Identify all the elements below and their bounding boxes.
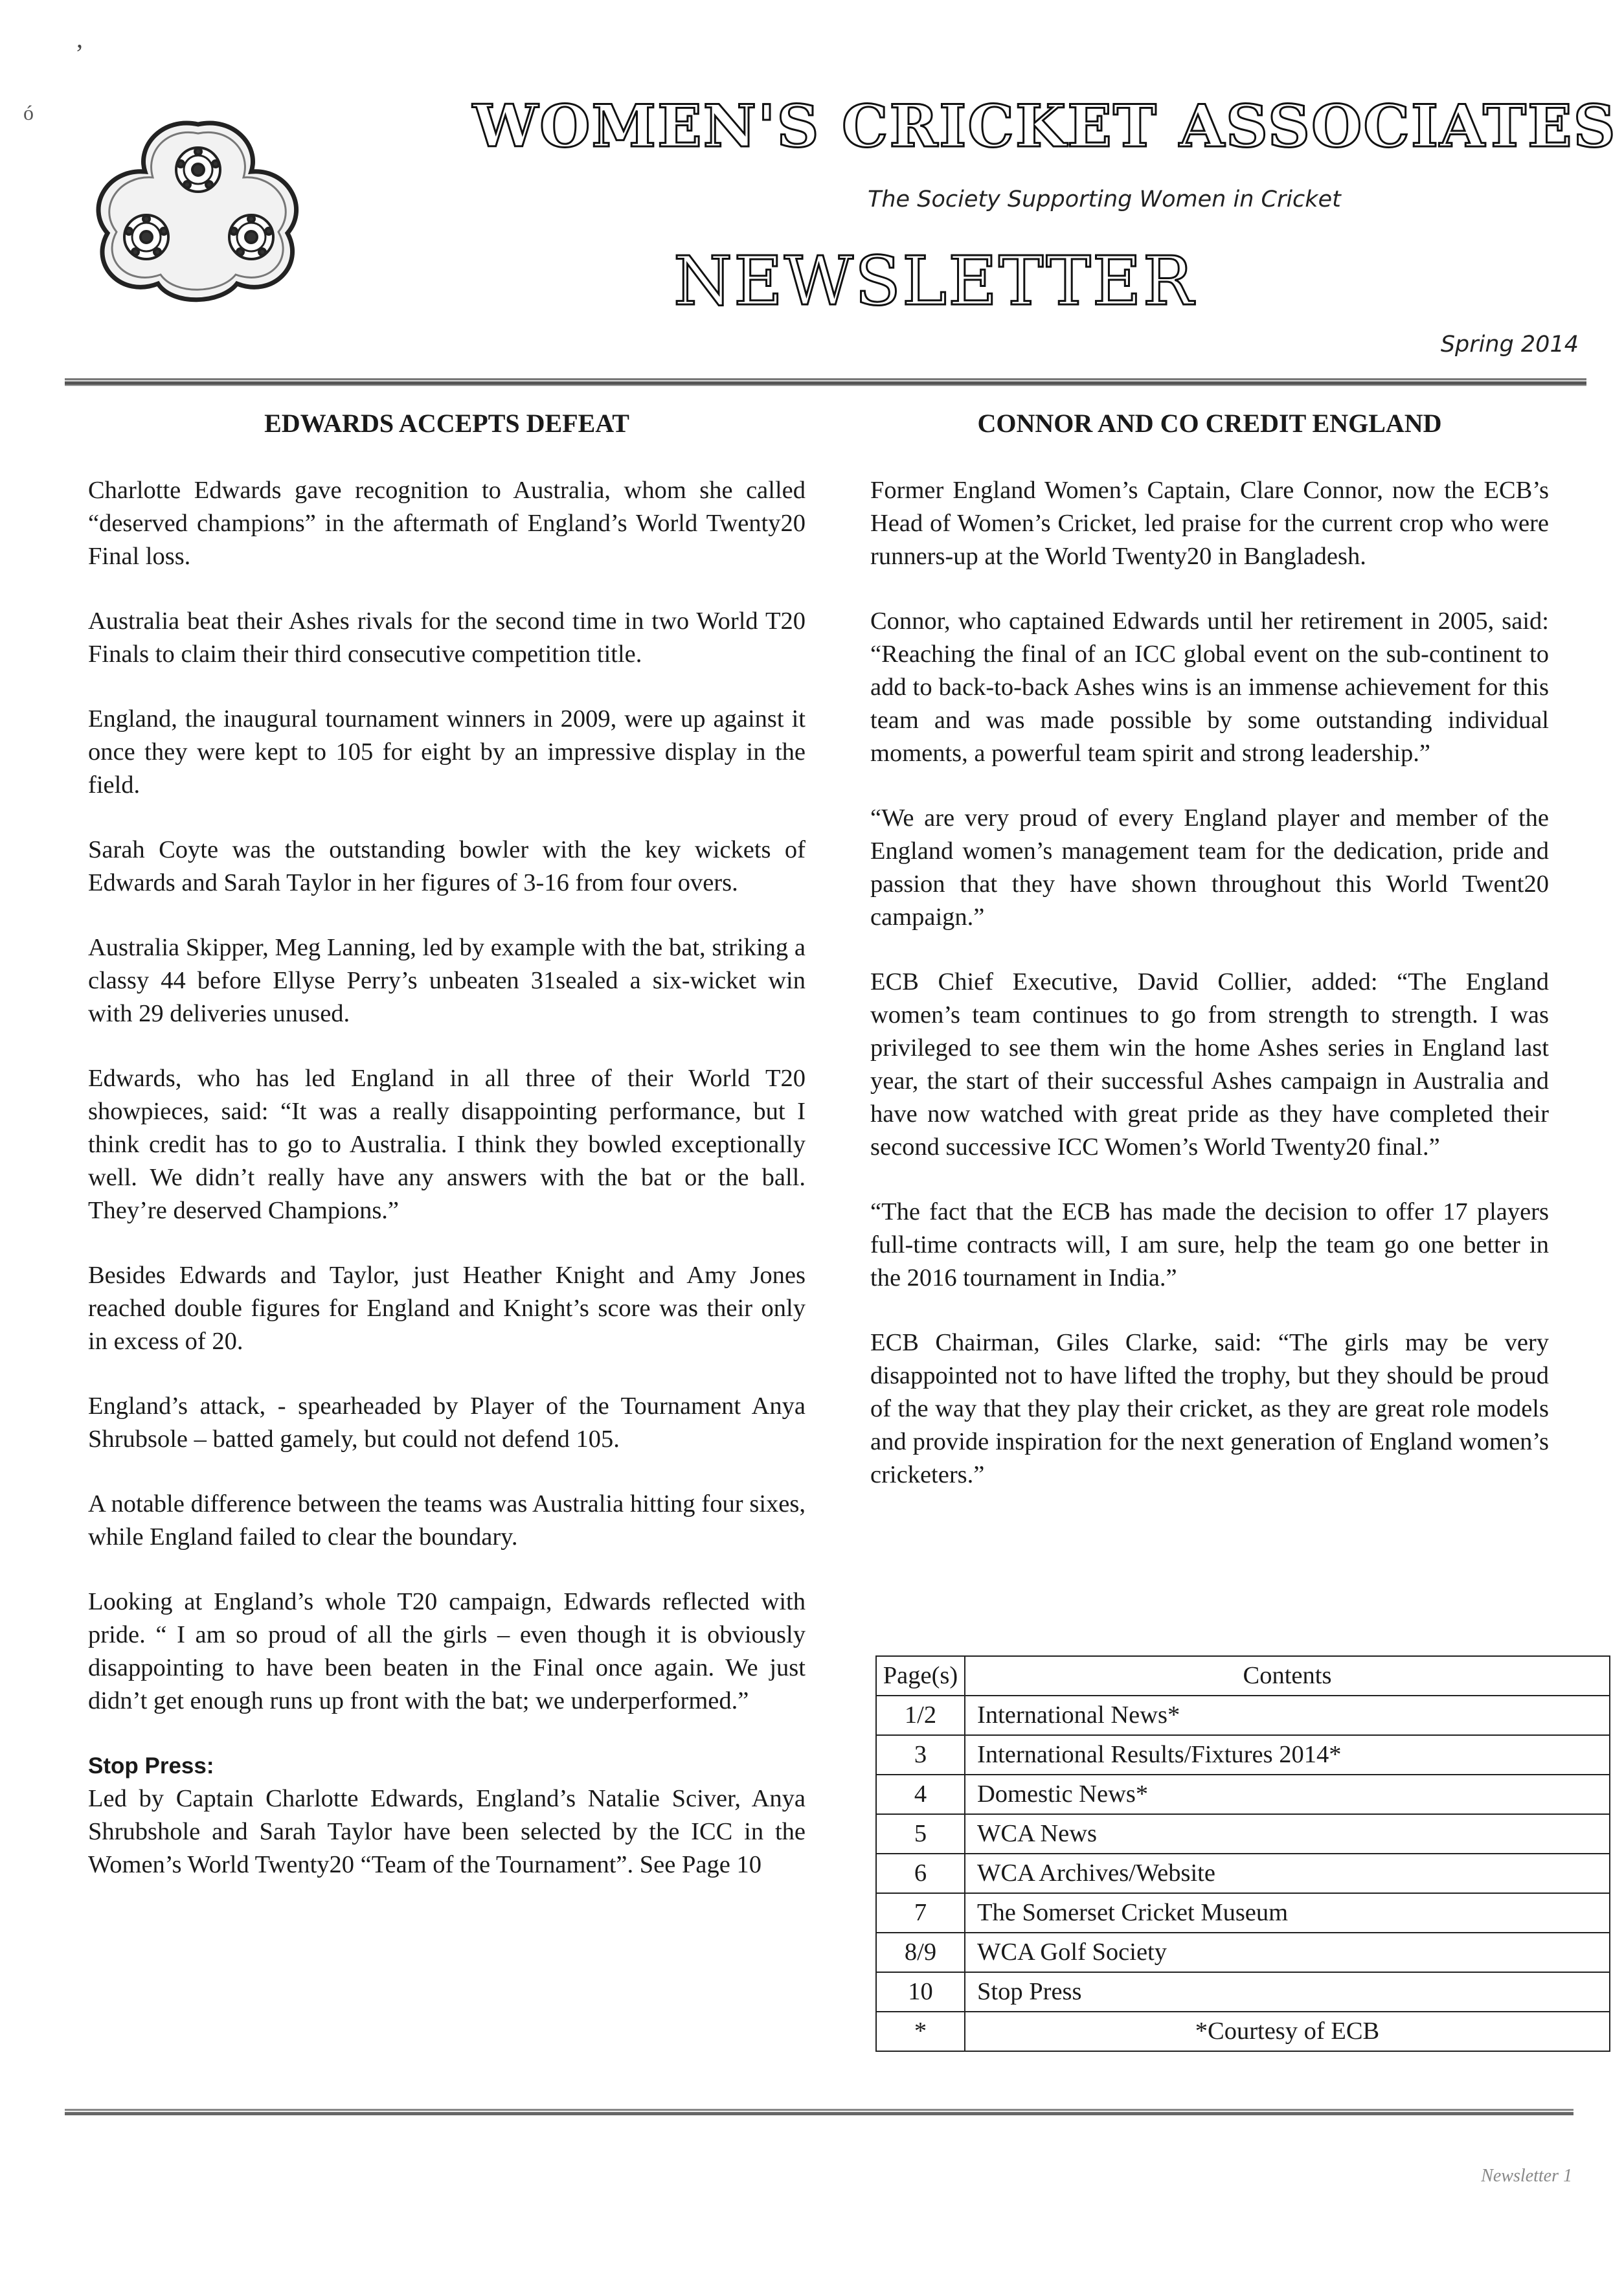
table-row	[876, 1893, 1610, 1933]
page-number: 3	[876, 1735, 965, 1775]
page-number: 8/9	[876, 1933, 965, 1972]
table-row	[876, 1933, 1610, 1972]
contents-title: WCA Archives/Website	[965, 1854, 1610, 1893]
article-paragraph: Charlotte Edwards gave recognition to Australia, whom she called “deserved champions” in the aftermath of England’s World Twenty20 Final loss.	[88, 477, 806, 570]
table-row	[876, 1775, 1610, 1814]
scan-mark: ,	[76, 24, 83, 53]
article-paragraph: ECB Chief Executive, David Collier, added: “The England women’s team continues to go from strength to strength. I was privileged to see them win the home Ashes series in England last year, the start of their successful Ashes campaign in Australia and have now watched with great pride as they have completed their second successive ICC Women’s World Twenty20 final.”	[870, 968, 1549, 1161]
page-number: 7	[876, 1893, 965, 1933]
masthead-tagline: The Society Supporting Women in Cricket	[868, 187, 1341, 212]
article-paragraph: Australia beat their Ashes rivals for the second time in two World T20 Finals to claim their third consecutive competition title.	[88, 608, 806, 668]
rose-emblem-icon	[82, 110, 315, 304]
scan-mark: ó	[23, 101, 34, 124]
stop-press-heading: Stop Press:	[88, 1753, 214, 1779]
table-row	[876, 1814, 1610, 1854]
contents-table	[875, 1655, 1610, 2052]
article-paragraph: “The fact that the ECB has made the decision to offer 17 players full-time contracts will, I am sure, help the team go one better in the 2016 tournament in India.”	[870, 1198, 1549, 1291]
table-row	[876, 2012, 1610, 2051]
right-headline: CONNOR AND CO CREDIT ENGLAND	[977, 409, 1442, 438]
pages-header: Page(s)	[876, 1656, 965, 1696]
contents-title: International Results/Fixtures 2014*	[965, 1735, 1610, 1775]
table-row	[876, 1696, 1610, 1735]
left-headline: EDWARDS ACCEPTS DEFEAT	[264, 409, 629, 438]
contents-header: Contents	[965, 1656, 1610, 1696]
contents-title: WCA News	[965, 1814, 1610, 1854]
footnote-mark: *	[876, 2012, 965, 2051]
newsletter-title: NEWSLETTER	[673, 242, 1195, 321]
article-paragraph: Besides Edwards and Taylor, just Heather Knight and Amy Jones reached double figures for England and Knight’s score was their only in excess of 20.	[88, 1262, 806, 1355]
article-paragraph: Sarah Coyte was the outstanding bowler with the key wickets of Edwards and Sarah Taylor in her figures of 3-16 from four overs.	[88, 836, 806, 896]
article-paragraph: “We are very proud of every England player and member of the England women’s management team for the dedication, pride and passion that they have shown throughout this World Twent20 campaign.”	[870, 804, 1549, 931]
article-paragraph: England’s attack, - spearheaded by Player of the Tournament Anya Shrubsole – batted gamely, but could not defend 105.	[88, 1393, 806, 1453]
table-header-row	[876, 1656, 1610, 1696]
article-paragraph: England, the inaugural tournament winners in 2009, were up against it once they were kept to 105 for eight by an impressive display in the field.	[88, 705, 806, 799]
contents-title: Stop Press	[965, 1972, 1610, 2012]
contents-title: Domestic News*	[965, 1775, 1610, 1814]
table-row	[876, 1972, 1610, 2012]
issue-date: Spring 2014	[1440, 332, 1579, 358]
page-number: 6	[876, 1854, 965, 1893]
table-row	[876, 1735, 1610, 1775]
footer-divider	[65, 2109, 1573, 2115]
contents-title: International News*	[965, 1696, 1610, 1735]
article-paragraph: Looking at England’s whole T20 campaign, Edwards reflected with pride. “ I am so proud of all the girls – even though it is obviously disappointing to have been beaten in the Final once again. We just didn’t get enough runs up front with the bat; we underperformed.”	[88, 1588, 806, 1714]
article-paragraph: A notable difference between the teams was Australia hitting four sixes, while England failed to clear the boundary.	[88, 1490, 806, 1551]
table-row	[876, 1854, 1610, 1893]
page-number: 5	[876, 1814, 965, 1854]
contents-title: The Somerset Cricket Museum	[965, 1893, 1610, 1933]
stop-press-text: Led by Captain Charlotte Edwards, England’s Natalie Sciver, Anya Shrubshole and Sarah Taylor have been selected by the ICC in the Women’s World Twenty20 “Team of the Tournament”. See Page 10	[88, 1785, 806, 1878]
article-paragraph: ECB Chairman, Giles Clarke, said: “The girls may be very disappointed not to have lifted the trophy, but they should be proud of the way that they play their cricket, as they are great role models and provide inspiration for the next generation of England women’s cricketers.”	[870, 1329, 1549, 1488]
page-number: 4	[876, 1775, 965, 1814]
article-paragraph: Former England Women’s Captain, Clare Connor, now the ECB’s Head of Women’s Cricket, led praise for the current crop who were runners-up at the World Twenty20 in Bangladesh.	[870, 477, 1549, 570]
page-number: 1/2	[876, 1696, 965, 1735]
contents-title: WCA Golf Society	[965, 1933, 1610, 1972]
left-article	[88, 402, 806, 1913]
article-paragraph: Australia Skipper, Meg Lanning, led by example with the bat, striking a classy 44 before Ellyse Perry’s unbeaten 31sealed a six-wicket win with 29 deliveries unused.	[88, 934, 806, 1027]
header-divider	[65, 378, 1586, 386]
article-paragraph: Edwards, who has led England in all three of their World T20 showpieces, said: “It was a really disappointing performance, but I think credit has to go to Australia. I think they bowled exceptionally well. We didn’t really have any answers with the bat or the ball. They’re deserved Champions.”	[88, 1065, 806, 1224]
page-label: Newsletter 1	[1481, 2166, 1572, 2186]
right-article	[870, 402, 1549, 1523]
page-number: 10	[876, 1972, 965, 2012]
footnote-text: *Courtesy of ECB	[965, 2012, 1610, 2051]
masthead-title: WOMEN'S CRICKET ASSOCIATES	[473, 92, 1617, 161]
article-paragraph: Connor, who captained Edwards until her retirement in 2005, said: “Reaching the final of an ICC global event on the sub-continent to add to back-to-back Ashes wins is an immense achievement for this team and was made possible by some outstanding individual moments, a powerful team spirit and strong leadership.”	[870, 608, 1549, 767]
